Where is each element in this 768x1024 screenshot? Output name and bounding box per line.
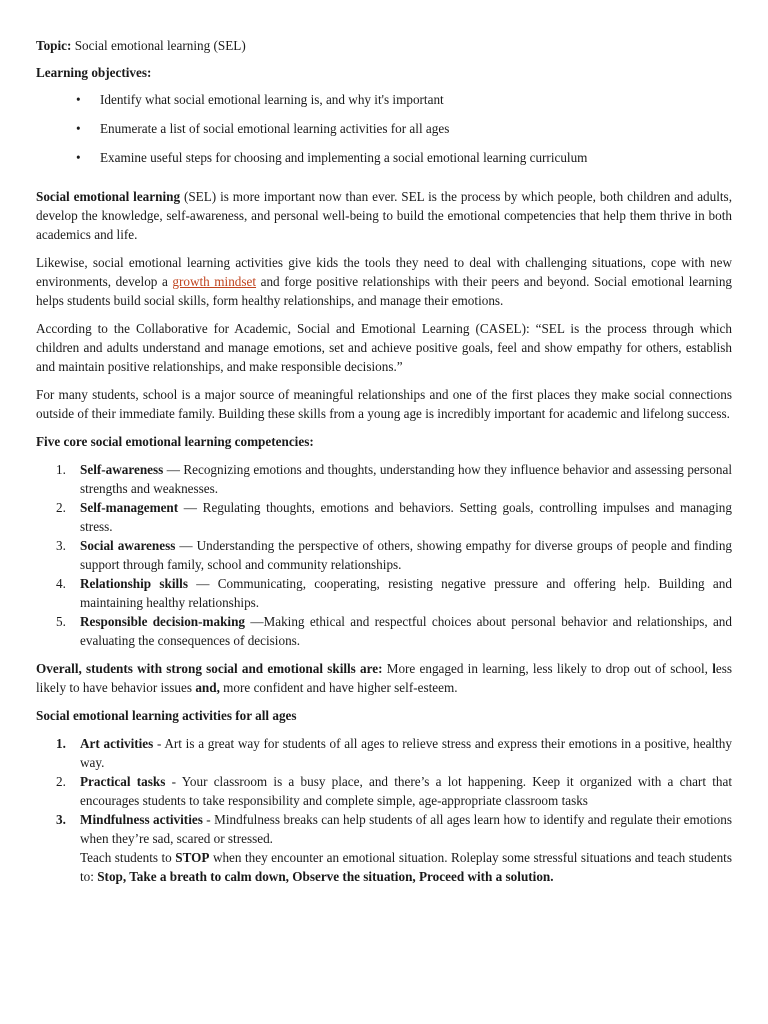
list-item: 1. Art activities - Art is a great way for students of all ages to relieve stress and express their emotions in a positive, healthy way.	[56, 736, 732, 770]
learning-objectives-heading: Learning objectives:	[36, 65, 152, 80]
growth-mindset-link[interactable]: growth mindset	[172, 274, 257, 289]
topic-value: Social emotional learning (SEL)	[71, 38, 246, 53]
list-item: 1. Self-awareness — Recognizing emotions and thoughts, understanding how they influence behavior and assessing personal strengths and weaknesses.	[56, 462, 732, 496]
list-item: 3. Mindfulness activities - Mindfulness breaks can help students of all ages learn how to identify and regulate their emotions when they’re sad, scared or stressed. Teach students to STOP when they encounter an emotional situation. Roleplay some stressful situations and teach students to: Stop, Take a breath to calm down, Observe the situation, Proceed with a solution.	[56, 812, 733, 884]
topic-line	[36, 36, 732, 55]
competencies-heading: Five core social emotional learning competencies:	[36, 434, 314, 449]
activities-list	[36, 734, 732, 886]
list-item: 2. Self-management — Regulating thoughts, emotions and behaviors. Setting goals, controlling impulses and managing stress.	[56, 500, 732, 534]
list-item: • Examine useful steps for choosing and implementing a social emotional learning curriculum	[76, 150, 588, 165]
casel-quote-paragraph: According to the Collaborative for Academic, Social and Emotional Learning (CASEL): “SEL is the process through which children and adults understand and manage emotions, set and achieve positive goals, feel and show empathy for others, establish and maintain positive relationships, and make responsible decisions.”	[36, 321, 732, 374]
list-item: 2. Practical tasks - Your classroom is a busy place, and there’s a lot happening. Keep it organized with a chart that encourages students to take responsibility and complete simple, age-appropriate classroom tasks	[56, 774, 732, 808]
intro-paragraph-4: For many students, school is a major source of meaningful relationships and one of the first places they make social connections outside of their immediate family. Building these skills from a young age is incredibly important for academic and lifelong success.	[36, 387, 732, 421]
topic-label: Topic:	[36, 38, 72, 53]
activities-heading: Social emotional learning activities for all ages	[36, 708, 297, 723]
list-item: • Enumerate a list of social emotional learning activities for all ages	[76, 121, 450, 136]
list-item: 5. Responsible decision-making —Making ethical and respectful choices about personal behavior and relationships, and evaluating the consequences of decisions.	[56, 614, 732, 648]
bullet-icon: •	[76, 121, 81, 136]
overall-paragraph: Overall, students with strong social and emotional skills are: More engaged in learning, less likely to drop out of school, less likely to have behavior issues and, more confident and have higher self-esteem.	[36, 661, 733, 695]
intro-paragraph-2: Likewise, social emotional learning activities give kids the tools they need to deal with challenging situations, cope with new environments, develop a growth mindset and forge positive relationships with their peers and beyond. Social emotional learning helps students build social skills, form healthy relationships, and manage their emotions.	[36, 255, 733, 308]
bullet-icon: •	[76, 150, 81, 165]
list-item: 3. Social awareness — Understanding the perspective of others, showing empathy for diverse groups of people and finding support through family, school and community relationships.	[56, 538, 733, 572]
list-item: • Identify what social emotional learning is, and why it's important	[76, 92, 444, 107]
document-page	[36, 36, 732, 895]
learning-objectives-list	[36, 90, 732, 167]
intro-paragraph-1: Social emotional learning (SEL) is more important now than ever. SEL is the process by which people, both children and adults, develop the knowledge, self-awareness, and personal well-being to build the emotional competencies that help them thrive in both academics and life.	[36, 189, 732, 242]
bullet-icon: •	[76, 92, 81, 107]
list-item: 4. Relationship skills — Communicating, cooperating, resisting negative pressure and offering help. Building and maintaining healthy relationships.	[56, 576, 732, 610]
competencies-list	[36, 460, 732, 650]
